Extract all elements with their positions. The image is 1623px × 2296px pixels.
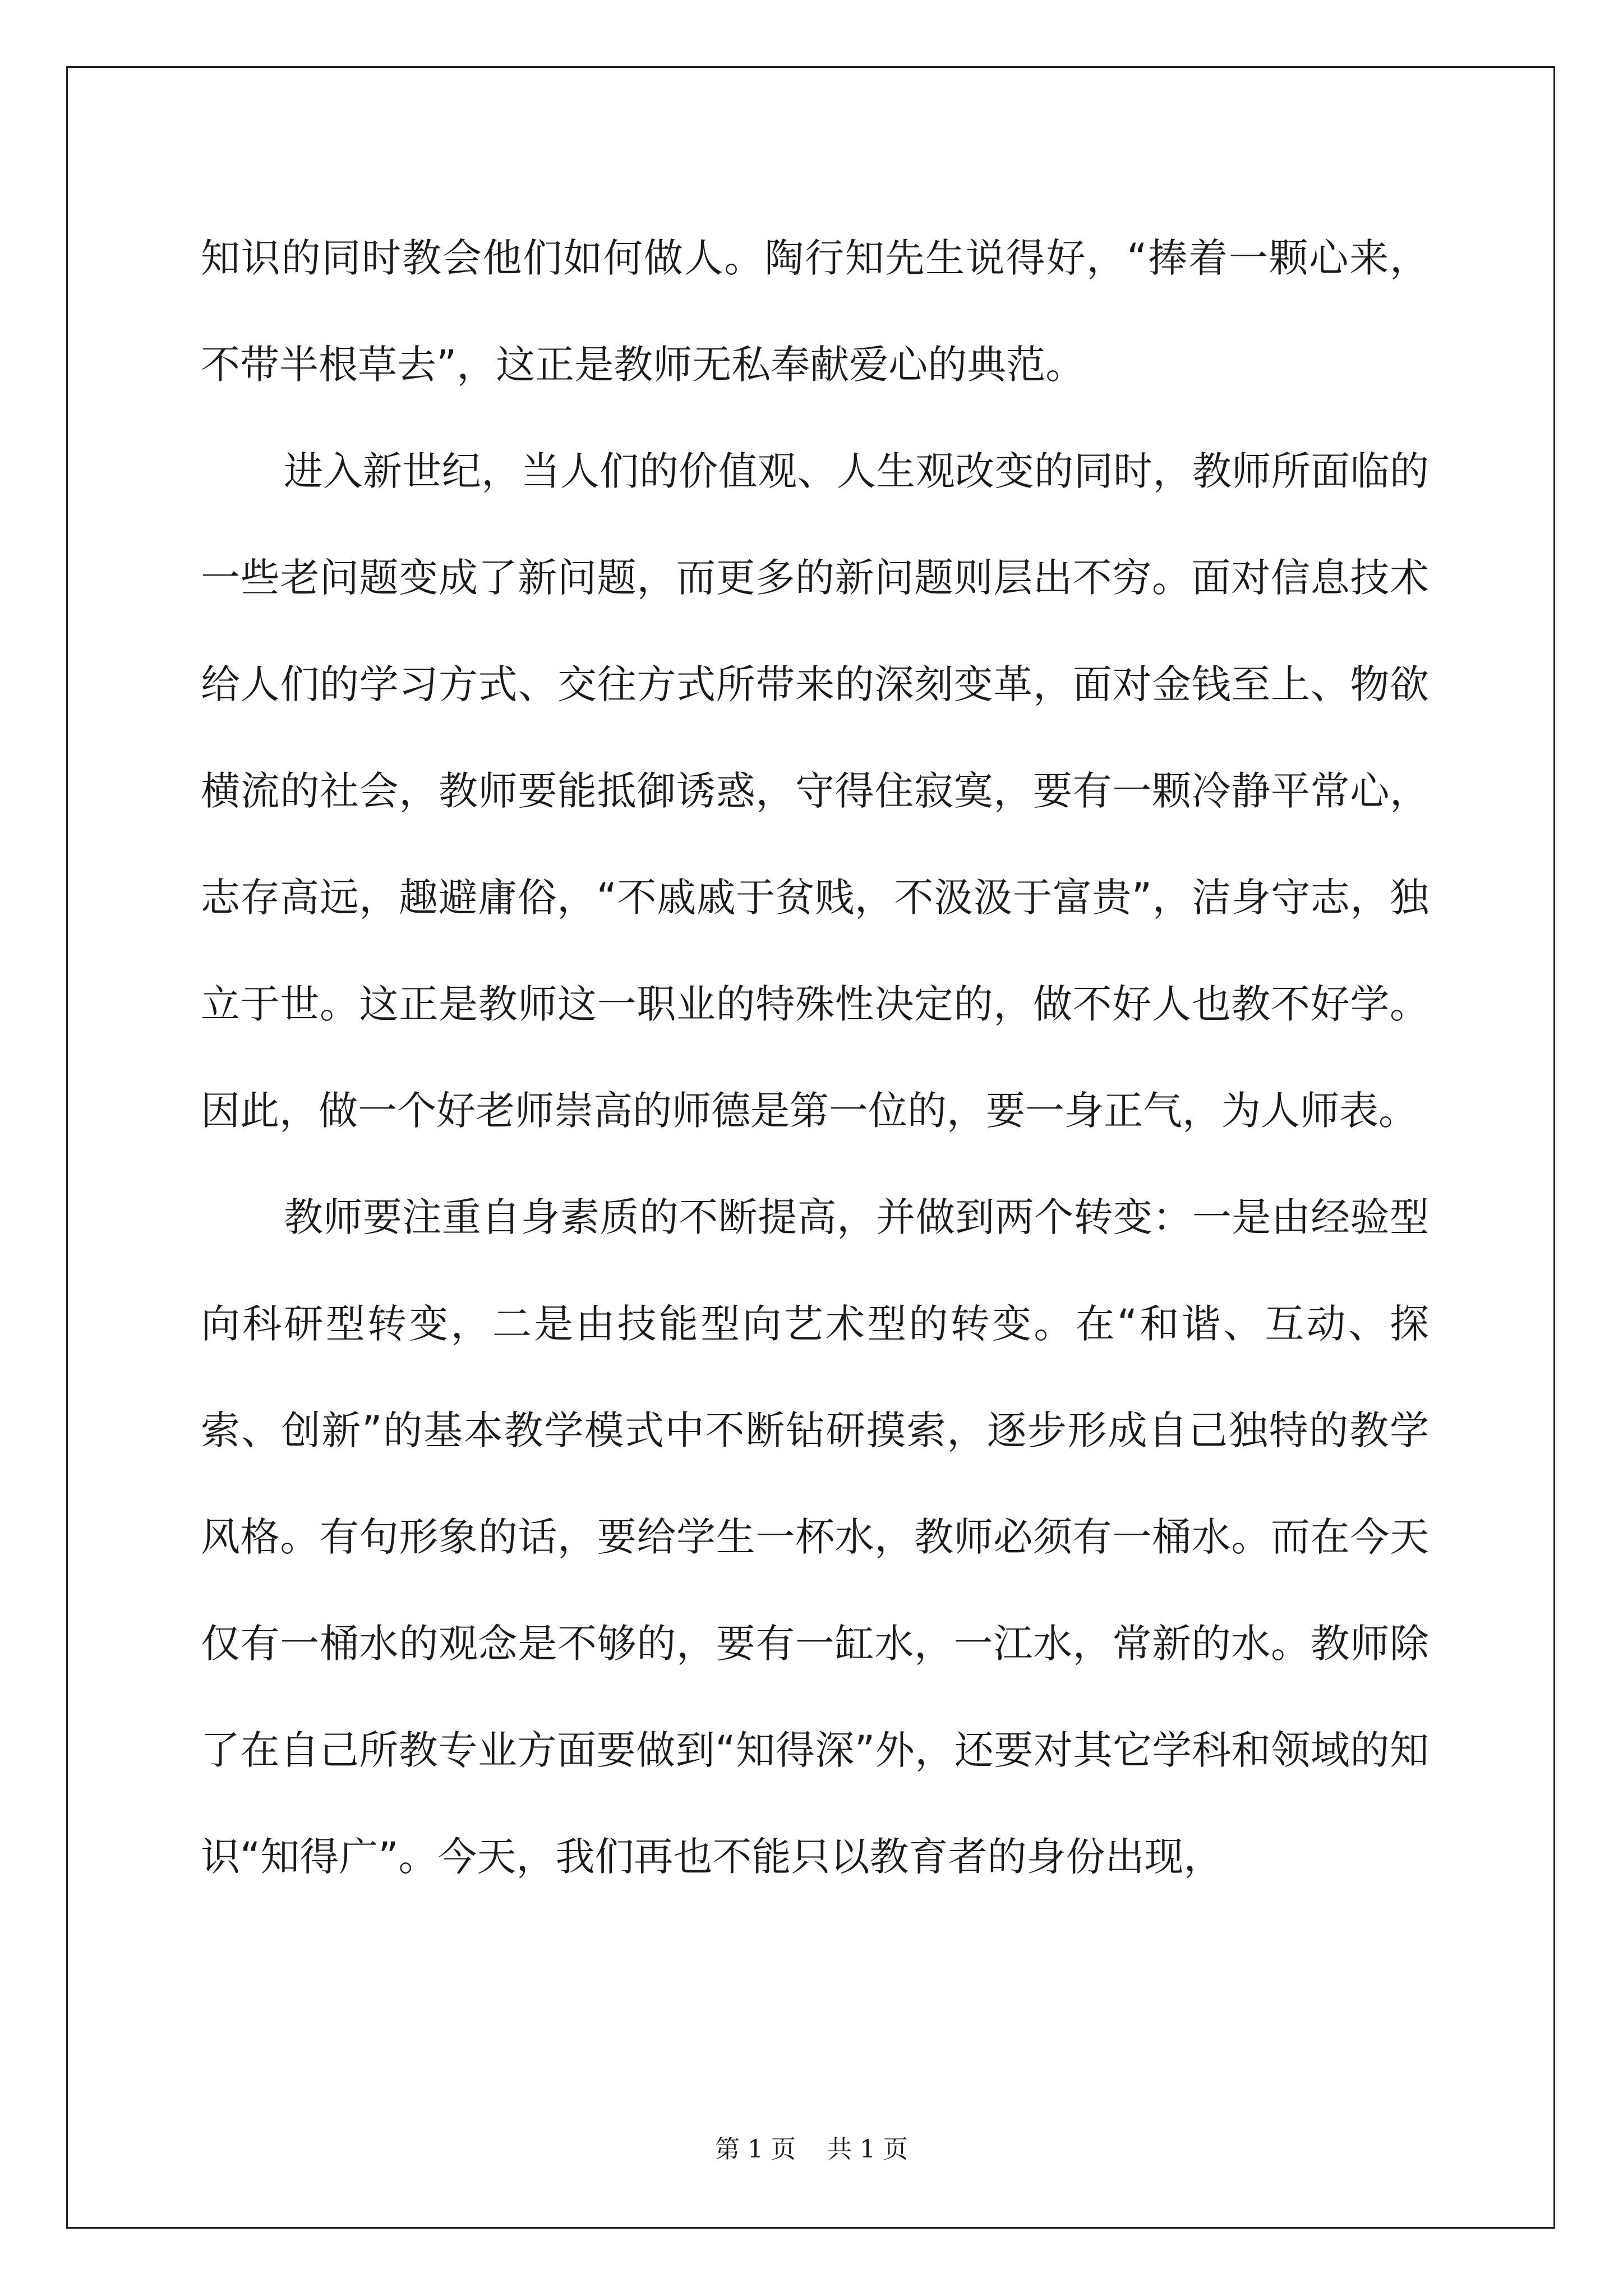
paragraph-2: 进入新世纪，当人们的价值观、人生观改变的同时，教师所面临的一些老问题变成了新问题，而更多的新问题则层出不穷。面对信息技术给人们的学习方式、交往方式所带来的深刻变革，面对金钱至上、物欲横流的社会，教师要能抵御诱惑，守得住寂寞，要有一颗冷静平常心，志存高远，趣避庸俗，“不戚戚于贫贱，不汲汲于富贵”，洁身守志，独立于世。这正是教师这一职业的特殊性决定的，做不好人也教不好学。因此，做一个好老师崇高的师德是第一位的，要一身正气，为人师表。 <box>201 448 1429 1134</box>
paragraph-1: 知识的同时教会他们如何做人。陶行知先生说得好，“捧着一颗心来，不带半根草去”，这正是教师无私奉献爱心的典范。 <box>201 235 1429 388</box>
page-number-footer: 第 1 页 共 1 页 <box>715 2135 908 2164</box>
document-body <box>201 205 1429 1910</box>
paragraph-3: 教师要注重自身素质的不断提高，并做到两个转变：一是由经验型向科研型转变，二是由技能型向艺术型的转变。在“和谐、互动、探索、创新”的基本教学模式中不断钻研摸索，逐步形成自己独特的教学风格。有句形象的话，要给学生一杯水，教师必须有一桶水。而在今天仅有一桶水的观念是不够的，要有一缸水，一江水，常新的水。教师除了在自己所教专业方面要做到“知得深”外，还要对其它学科和领域的知识“知得广”。今天，我们再也不能只以教育者的身份出现， <box>201 1194 1429 1880</box>
